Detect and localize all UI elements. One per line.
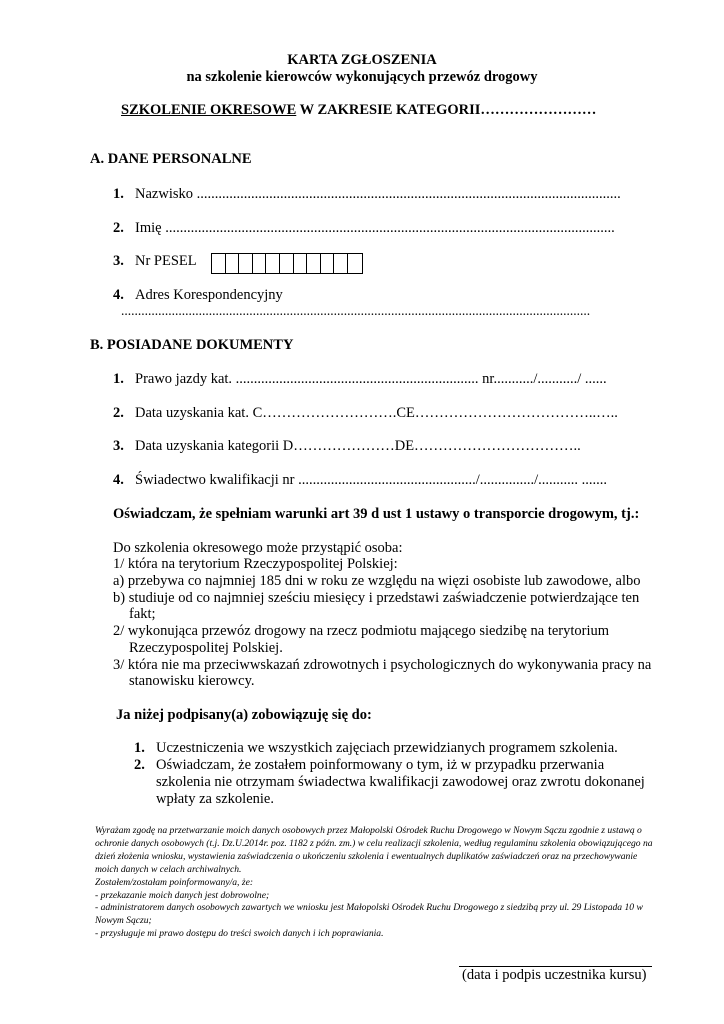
- training-category-field[interactable]: W ZAKRESIE KATEGORII……………………: [296, 102, 597, 118]
- declaration-line: 3/ która nie ma przeciwwskazań zdrowotnych i psychologicznych do wykonywania pracy na: [113, 657, 652, 673]
- pesel-digit-cell[interactable]: [280, 254, 294, 273]
- field-first-name-label: Imię ............................................................................................................................: [135, 220, 615, 236]
- consent-info-line: - przekazanie moich danych jest dobrowolne;: [95, 889, 270, 901]
- pesel-digit-cell[interactable]: [334, 254, 348, 273]
- item-number: 2.: [113, 405, 124, 421]
- field-address: [113, 287, 283, 304]
- declaration-line: 1/ która na terytorium Rzeczypospolitej Polskiej:: [113, 556, 398, 572]
- consent-info-line: - przysługuje mi prawo dostępu do treści swoich danych i ich poprawiania.: [95, 928, 384, 940]
- training-type: SZKOLENIE OKRESOWE: [121, 102, 297, 118]
- item-number: 1.: [134, 740, 145, 756]
- field-date-category-d-label: Data uzyskania kategorii D…………………DE……………………………..: [135, 438, 581, 454]
- obligation-text: Oświadczam, że zostałem poinformowany o tym, iż w przypadku przerwania: [156, 757, 605, 773]
- item-number: 1.: [113, 371, 124, 387]
- pesel-digit-cell[interactable]: [266, 254, 280, 273]
- obligation-title: Ja niżej podpisany(a) zobowiązuję się do:: [116, 707, 372, 723]
- item-number: 2.: [113, 220, 124, 236]
- consent-info-line: - administratorem danych osobowych zawartych we wniosku jest Małopolski Ośrodek Ruchu Drogowego z siedzibą przy ul. 29 Listopada 10 w Nowym Sączu;: [95, 902, 643, 927]
- signature-label: (data i podpis uczestnika kursu): [462, 967, 647, 983]
- declaration-line: Do szkolenia okresowego może przystąpić osoba:: [113, 540, 403, 556]
- pesel-digit-cell[interactable]: [348, 254, 362, 273]
- declaration-line: b) studiuje od co najmniej sześciu miesięcy i przedstawi zaświadczenie potwierdzające ten: [113, 590, 640, 606]
- training-category-line: [121, 102, 596, 119]
- pesel-digit-cell[interactable]: [239, 254, 253, 273]
- item-number: 3.: [113, 253, 124, 269]
- data-processing-consent: [95, 825, 655, 941]
- field-qualification-certificate[interactable]: [113, 472, 607, 489]
- pesel-digit-cell[interactable]: [212, 254, 226, 273]
- field-pesel-label: Nr PESEL: [135, 253, 197, 269]
- field-surname[interactable]: [113, 186, 621, 203]
- item-number: 2.: [134, 757, 145, 773]
- field-date-category-c[interactable]: [113, 405, 618, 422]
- section-b-title: B. POSIADANE DOKUMENTY: [90, 337, 294, 353]
- field-pesel: [113, 253, 197, 270]
- field-address-label: Adres Korespondencyjny: [135, 287, 283, 303]
- declaration-line: Rzeczypospolitej Polskiej.: [129, 640, 283, 656]
- declaration-line: stanowisku kierowcy.: [129, 673, 255, 689]
- pesel-digit-cell[interactable]: [321, 254, 335, 273]
- pesel-input-boxes[interactable]: [211, 253, 363, 274]
- form-subtitle: na szkolenie kierowców wykonujących przewóz drogowy: [186, 69, 538, 85]
- field-surname-label: Nazwisko .....................................................................................................................: [135, 186, 621, 202]
- item-number: 1.: [113, 186, 124, 202]
- form-title: KARTA ZGŁOSZENIA: [287, 52, 437, 68]
- field-date-category-d[interactable]: [113, 438, 581, 455]
- section-a-title: A. DANE PERSONALNE: [90, 151, 252, 167]
- field-driving-license[interactable]: [113, 371, 607, 388]
- item-number: 4.: [113, 287, 124, 303]
- obligation-item: [134, 740, 618, 757]
- pesel-digit-cell[interactable]: [226, 254, 240, 273]
- obligation-item: [134, 757, 604, 774]
- field-qualification-certificate-label: Świadectwo kwalifikacji nr ................................................./.............../........... .......: [135, 472, 608, 488]
- obligation-text: szkolenia nie otrzymam świadectwa kwalifikacji zawodowej oraz zwrotu dokonanej: [156, 774, 645, 790]
- field-first-name[interactable]: [113, 220, 615, 237]
- pesel-digit-cell[interactable]: [307, 254, 321, 273]
- consent-info-title: Zostałem/zostałam poinformowany/a, że:: [95, 876, 254, 888]
- pesel-digit-cell[interactable]: [253, 254, 267, 273]
- declaration-title: Oświadczam, że spełniam warunki art 39 d ust 1 ustawy o transporcie drogowym, tj.:: [113, 506, 640, 522]
- field-driving-license-label: Prawo jazdy kat. ................................................................... nr.........../.........../ ......: [135, 371, 607, 387]
- declaration-line: fakt;: [129, 606, 156, 622]
- obligation-text: Uczestniczenia we wszystkich zajęciach przewidzianych programem szkolenia.: [156, 740, 618, 756]
- pesel-digit-cell[interactable]: [294, 254, 308, 273]
- item-number: 4.: [113, 472, 124, 488]
- item-number: 3.: [113, 438, 124, 454]
- field-date-category-c-label: Data uzyskania kat. C……………………….CE………………………………..…..: [135, 405, 618, 421]
- address-dotted-line[interactable]: ...........................................................................................................................................: [121, 303, 591, 318]
- consent-text: Wyrażam zgodę na przetwarzanie moich danych osobowych przez Małopolski Ośrodek Ruchu Drogowego w Nowym Sączu zgodnie z ustawą o ochronie danych osobowych (t.j. Dz.U.2014r. poz. 1182 z późn. zm.) w celu realizacji szkolenia, według regulaminu szkolenia obowiązującego na dzień złożenia wniosku, wystawienia zaświadczenia o ukończeniu szkolenia i ewentualnych duplikatów zaświadczeń oraz na przechowywanie moich danych w celach archiwalnych.: [95, 825, 653, 875]
- obligation-text: wpłaty za szkolenie.: [156, 791, 274, 807]
- declaration-line: a) przebywa co najmniej 185 dni w roku ze względu na więzi osobiste lub zawodowe, albo: [113, 573, 641, 589]
- declaration-line: 2/ wykonująca przewóz drogowy na rzecz podmiotu mającego siedzibę na terytorium: [113, 623, 610, 639]
